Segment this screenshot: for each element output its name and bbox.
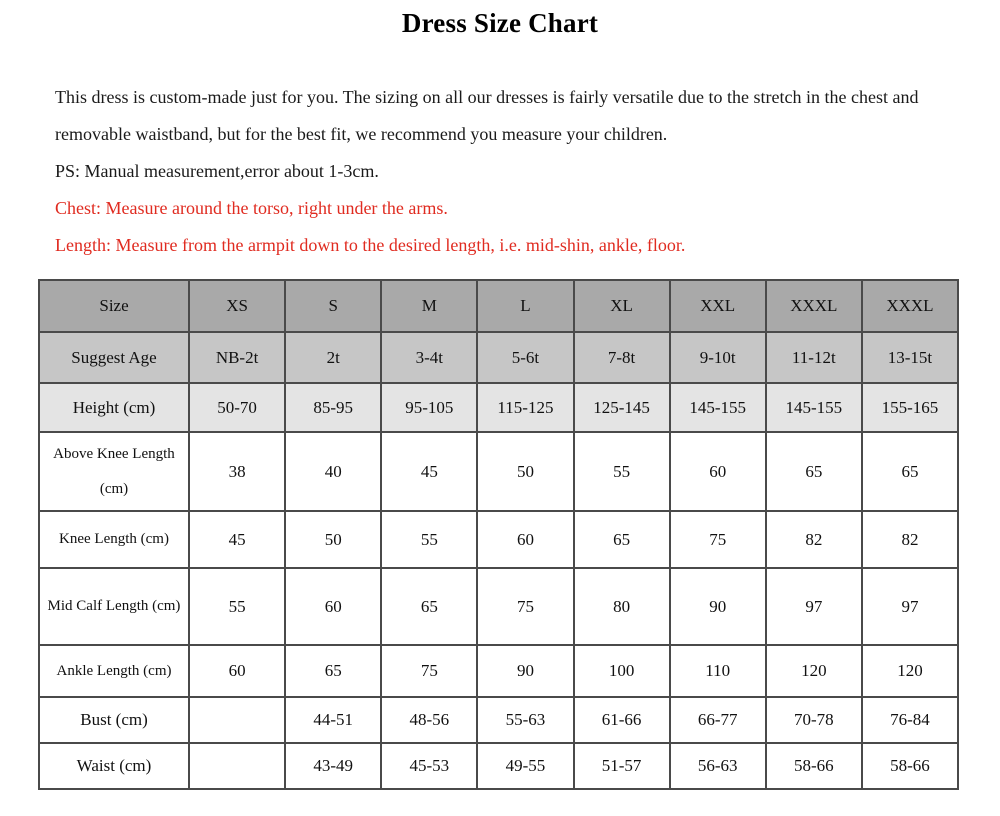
table-row-mid-calf — [39, 568, 958, 645]
size-value-cell: 40 — [285, 432, 381, 511]
size-value-cell: 65 — [285, 645, 381, 697]
size-value-cell — [189, 697, 285, 743]
size-value-cell: S — [285, 280, 381, 332]
size-value-cell: 90 — [477, 645, 573, 697]
size-value-cell: 58-66 — [766, 743, 862, 789]
size-value-cell: 50 — [477, 432, 573, 511]
size-value-cell: M — [381, 280, 477, 332]
row-label: Bust (cm) — [39, 697, 189, 743]
size-value-cell: XS — [189, 280, 285, 332]
size-value-cell: 45-53 — [381, 743, 477, 789]
size-value-cell: 44-51 — [285, 697, 381, 743]
size-value-cell: 55 — [189, 568, 285, 645]
size-value-cell: 76-84 — [862, 697, 958, 743]
ps-note: PS: Manual measurement,error about 1-3cm. — [55, 161, 379, 181]
size-value-cell: 145-155 — [670, 383, 766, 432]
size-value-cell: L — [477, 280, 573, 332]
size-value-cell: 60 — [285, 568, 381, 645]
size-value-cell: 60 — [477, 511, 573, 568]
size-value-cell: 55 — [381, 511, 477, 568]
size-value-cell: 97 — [862, 568, 958, 645]
size-value-cell: 115-125 — [477, 383, 573, 432]
size-value-cell: 60 — [670, 432, 766, 511]
size-value-cell: 90 — [670, 568, 766, 645]
page-title: Dress Size Chart — [401, 8, 599, 38]
size-value-cell: 125-145 — [574, 383, 670, 432]
size-value-cell: 56-63 — [670, 743, 766, 789]
size-value-cell: 45 — [381, 432, 477, 511]
size-value-cell: XXXL — [766, 280, 862, 332]
row-label: Mid Calf Length (cm) — [39, 568, 189, 645]
row-label: Size — [39, 280, 189, 332]
row-label: Above Knee Length (cm) — [39, 432, 189, 511]
size-value-cell: 43-49 — [285, 743, 381, 789]
size-value-cell: 155-165 — [862, 383, 958, 432]
size-value-cell: 38 — [189, 432, 285, 511]
size-value-cell: 110 — [670, 645, 766, 697]
table-row-waist — [39, 743, 958, 789]
size-value-cell: 95-105 — [381, 383, 477, 432]
size-value-cell: 48-56 — [381, 697, 477, 743]
size-value-cell — [189, 743, 285, 789]
size-value-cell: 75 — [477, 568, 573, 645]
size-value-cell: 45 — [189, 511, 285, 568]
size-value-cell: XXL — [670, 280, 766, 332]
row-label: Waist (cm) — [39, 743, 189, 789]
chest-note: Chest: Measure around the torso, right under the arms. — [55, 198, 448, 218]
row-label: Knee Length (cm) — [39, 511, 189, 568]
row-label: Height (cm) — [39, 383, 189, 432]
row-label: Suggest Age — [39, 332, 189, 383]
size-value-cell: XXXL — [862, 280, 958, 332]
size-value-cell: 51-57 — [574, 743, 670, 789]
size-chart-table — [38, 279, 959, 790]
size-value-cell: 11-12t — [766, 332, 862, 383]
table-row-suggest-age — [39, 332, 958, 383]
table-row-ankle — [39, 645, 958, 697]
size-value-cell: 65 — [862, 432, 958, 511]
size-value-cell: 100 — [574, 645, 670, 697]
table-row-height — [39, 383, 958, 432]
size-value-cell: 61-66 — [574, 697, 670, 743]
intro-section — [0, 79, 1000, 264]
size-value-cell: 82 — [766, 511, 862, 568]
size-value-cell: 65 — [766, 432, 862, 511]
size-value-cell: 9-10t — [670, 332, 766, 383]
size-value-cell: 66-77 — [670, 697, 766, 743]
size-value-cell: 120 — [766, 645, 862, 697]
table-row-knee — [39, 511, 958, 568]
size-value-cell: 49-55 — [477, 743, 573, 789]
size-value-cell: 85-95 — [285, 383, 381, 432]
size-value-cell: 75 — [670, 511, 766, 568]
size-value-cell: 97 — [766, 568, 862, 645]
size-value-cell: 70-78 — [766, 697, 862, 743]
table-row-size — [39, 280, 958, 332]
intro-paragraph: This dress is custom-made just for you. The sizing on all our dresses is fairly versatile due to the stretch in the chest and removable waistband, but for the best fit, we recommend you measure your children. — [55, 87, 919, 144]
size-value-cell: 145-155 — [766, 383, 862, 432]
size-value-cell: NB-2t — [189, 332, 285, 383]
row-label: Ankle Length (cm) — [39, 645, 189, 697]
size-value-cell: 50-70 — [189, 383, 285, 432]
size-value-cell: 5-6t — [477, 332, 573, 383]
size-value-cell: 58-66 — [862, 743, 958, 789]
size-value-cell: 120 — [862, 645, 958, 697]
size-value-cell: 50 — [285, 511, 381, 568]
size-value-cell: 13-15t — [862, 332, 958, 383]
size-value-cell: 80 — [574, 568, 670, 645]
table-row-above-knee — [39, 432, 958, 511]
size-value-cell: 55 — [574, 432, 670, 511]
size-value-cell: 2t — [285, 332, 381, 383]
size-value-cell: 75 — [381, 645, 477, 697]
size-value-cell: 60 — [189, 645, 285, 697]
length-note: Length: Measure from the armpit down to the desired length, i.e. mid-shin, ankle, floor. — [55, 235, 686, 255]
size-value-cell: XL — [574, 280, 670, 332]
size-value-cell: 7-8t — [574, 332, 670, 383]
size-value-cell: 55-63 — [477, 697, 573, 743]
size-value-cell: 82 — [862, 511, 958, 568]
size-value-cell: 3-4t — [381, 332, 477, 383]
table-row-bust — [39, 697, 958, 743]
size-value-cell: 65 — [574, 511, 670, 568]
size-value-cell: 65 — [381, 568, 477, 645]
